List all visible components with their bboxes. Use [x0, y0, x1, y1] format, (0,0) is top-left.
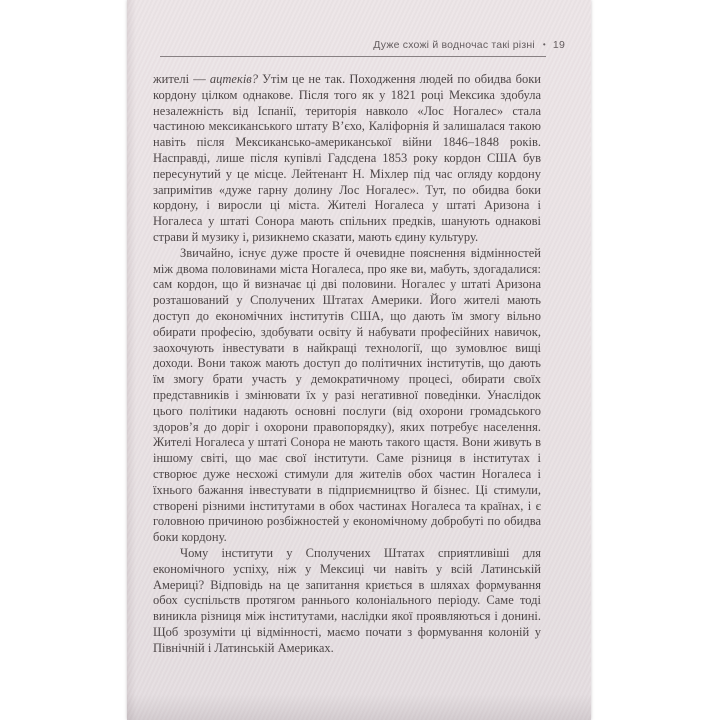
- paragraph-2: Звичайно, існує дуже просте й очевидне пояснення відмінностей між двома половинами міста Ногалеса, про яке ви, мабуть, здогадалися: сам кордон, що й визначає ці дві половини. Ногалес у штаті Аризона розташований у Сполучених Штатах Америки. Його жителі мають доступ до економічних інститутів США, що дають їм змогу вільно обирати професію, здобувати освіту й набувати професійних навичок, заохочують інвестувати в найкращі технології, що зумовлює вищі доходи. Вони також мають доступ до політичних інститутів, що дають їм змогу брати участь у демократичному процесі, обирати своїх представників і змінювати їх у разі негативної поведінки. Унаслідок цього політики надають основні послуги (від охорони громадського здоров’я до доріг і охорони правопорядку), яких потребує населення. Жителі Ногалеса у штаті Сонора не мають такого щастя. Вони живуть в іншому світі, що має свої інститути. Саме різниця в інститутах і створює дуже несхожі стимули для жителів обох частин Ногалеса і їхнього бажання інвестувати в підприємництво й бізнес. Ці стимули, створені різними інститутами в обох частинах Ногалеса та країнах, і є головною причиною розбіжностей у економічному добробуті по обидва боки кордону.: [153, 245, 541, 545]
- book-page-photo: [127, 0, 591, 720]
- header-rule: [160, 56, 546, 57]
- paragraph-1: [153, 72, 541, 246]
- running-header: [127, 39, 565, 51]
- separator-dot: •: [542, 40, 546, 49]
- italic-term-aztecs: ацтеків?: [209, 72, 258, 86]
- paragraph-3: Чому інститути у Сполучених Штатах сприятливіші для економічного успіху, ніж у Мексиці чи навіть у всій Латинській Америці? Відповідь на це запитання криється в шляхах формування обох суспільств протягом раннього колоніального періоду. Саме тоді виникла різниця між інститутами, наслідки якої проявляються і донині. Щоб зрозуміти ці відмінності, маємо почати з формування колоній у Північній і Латинській Америках.: [153, 545, 541, 655]
- chapter-title: Дуже схожі й водночас такі різні: [373, 39, 535, 51]
- paragraph-1-rest: Утім це не так. Походження людей по обидва боки кордону цілком однакове. Після того як у 1821 році Мексика здобула незалежність від Іспанії, територія навколо «Лос Ногалес» стала частиною мексиканського штату В’єхо, Каліфорнія й залишалася такою навіть після Мексикансько-американської війни 1846–1848 років. Насправді, лише після купівлі Гадсдена 1853 року кордон США був пересунутий у це місце. Лейтенант Н. Міхлер під час огляду кордону запримітив «дуже гарну долину Лос Ногалес». Тут, по обидва боки кордону, і виросли ці міста. Жителі Ногалеса у штаті Аризона і Ногалеса у штаті Сонора мають спільних предків, шанують однакові страви й музику і, ризикнемо сказати, мають єдину культуру.: [153, 72, 541, 244]
- page-number: 19: [552, 39, 565, 51]
- paragraph-1-prefix: жителі —: [153, 72, 210, 86]
- body-text: [153, 72, 541, 656]
